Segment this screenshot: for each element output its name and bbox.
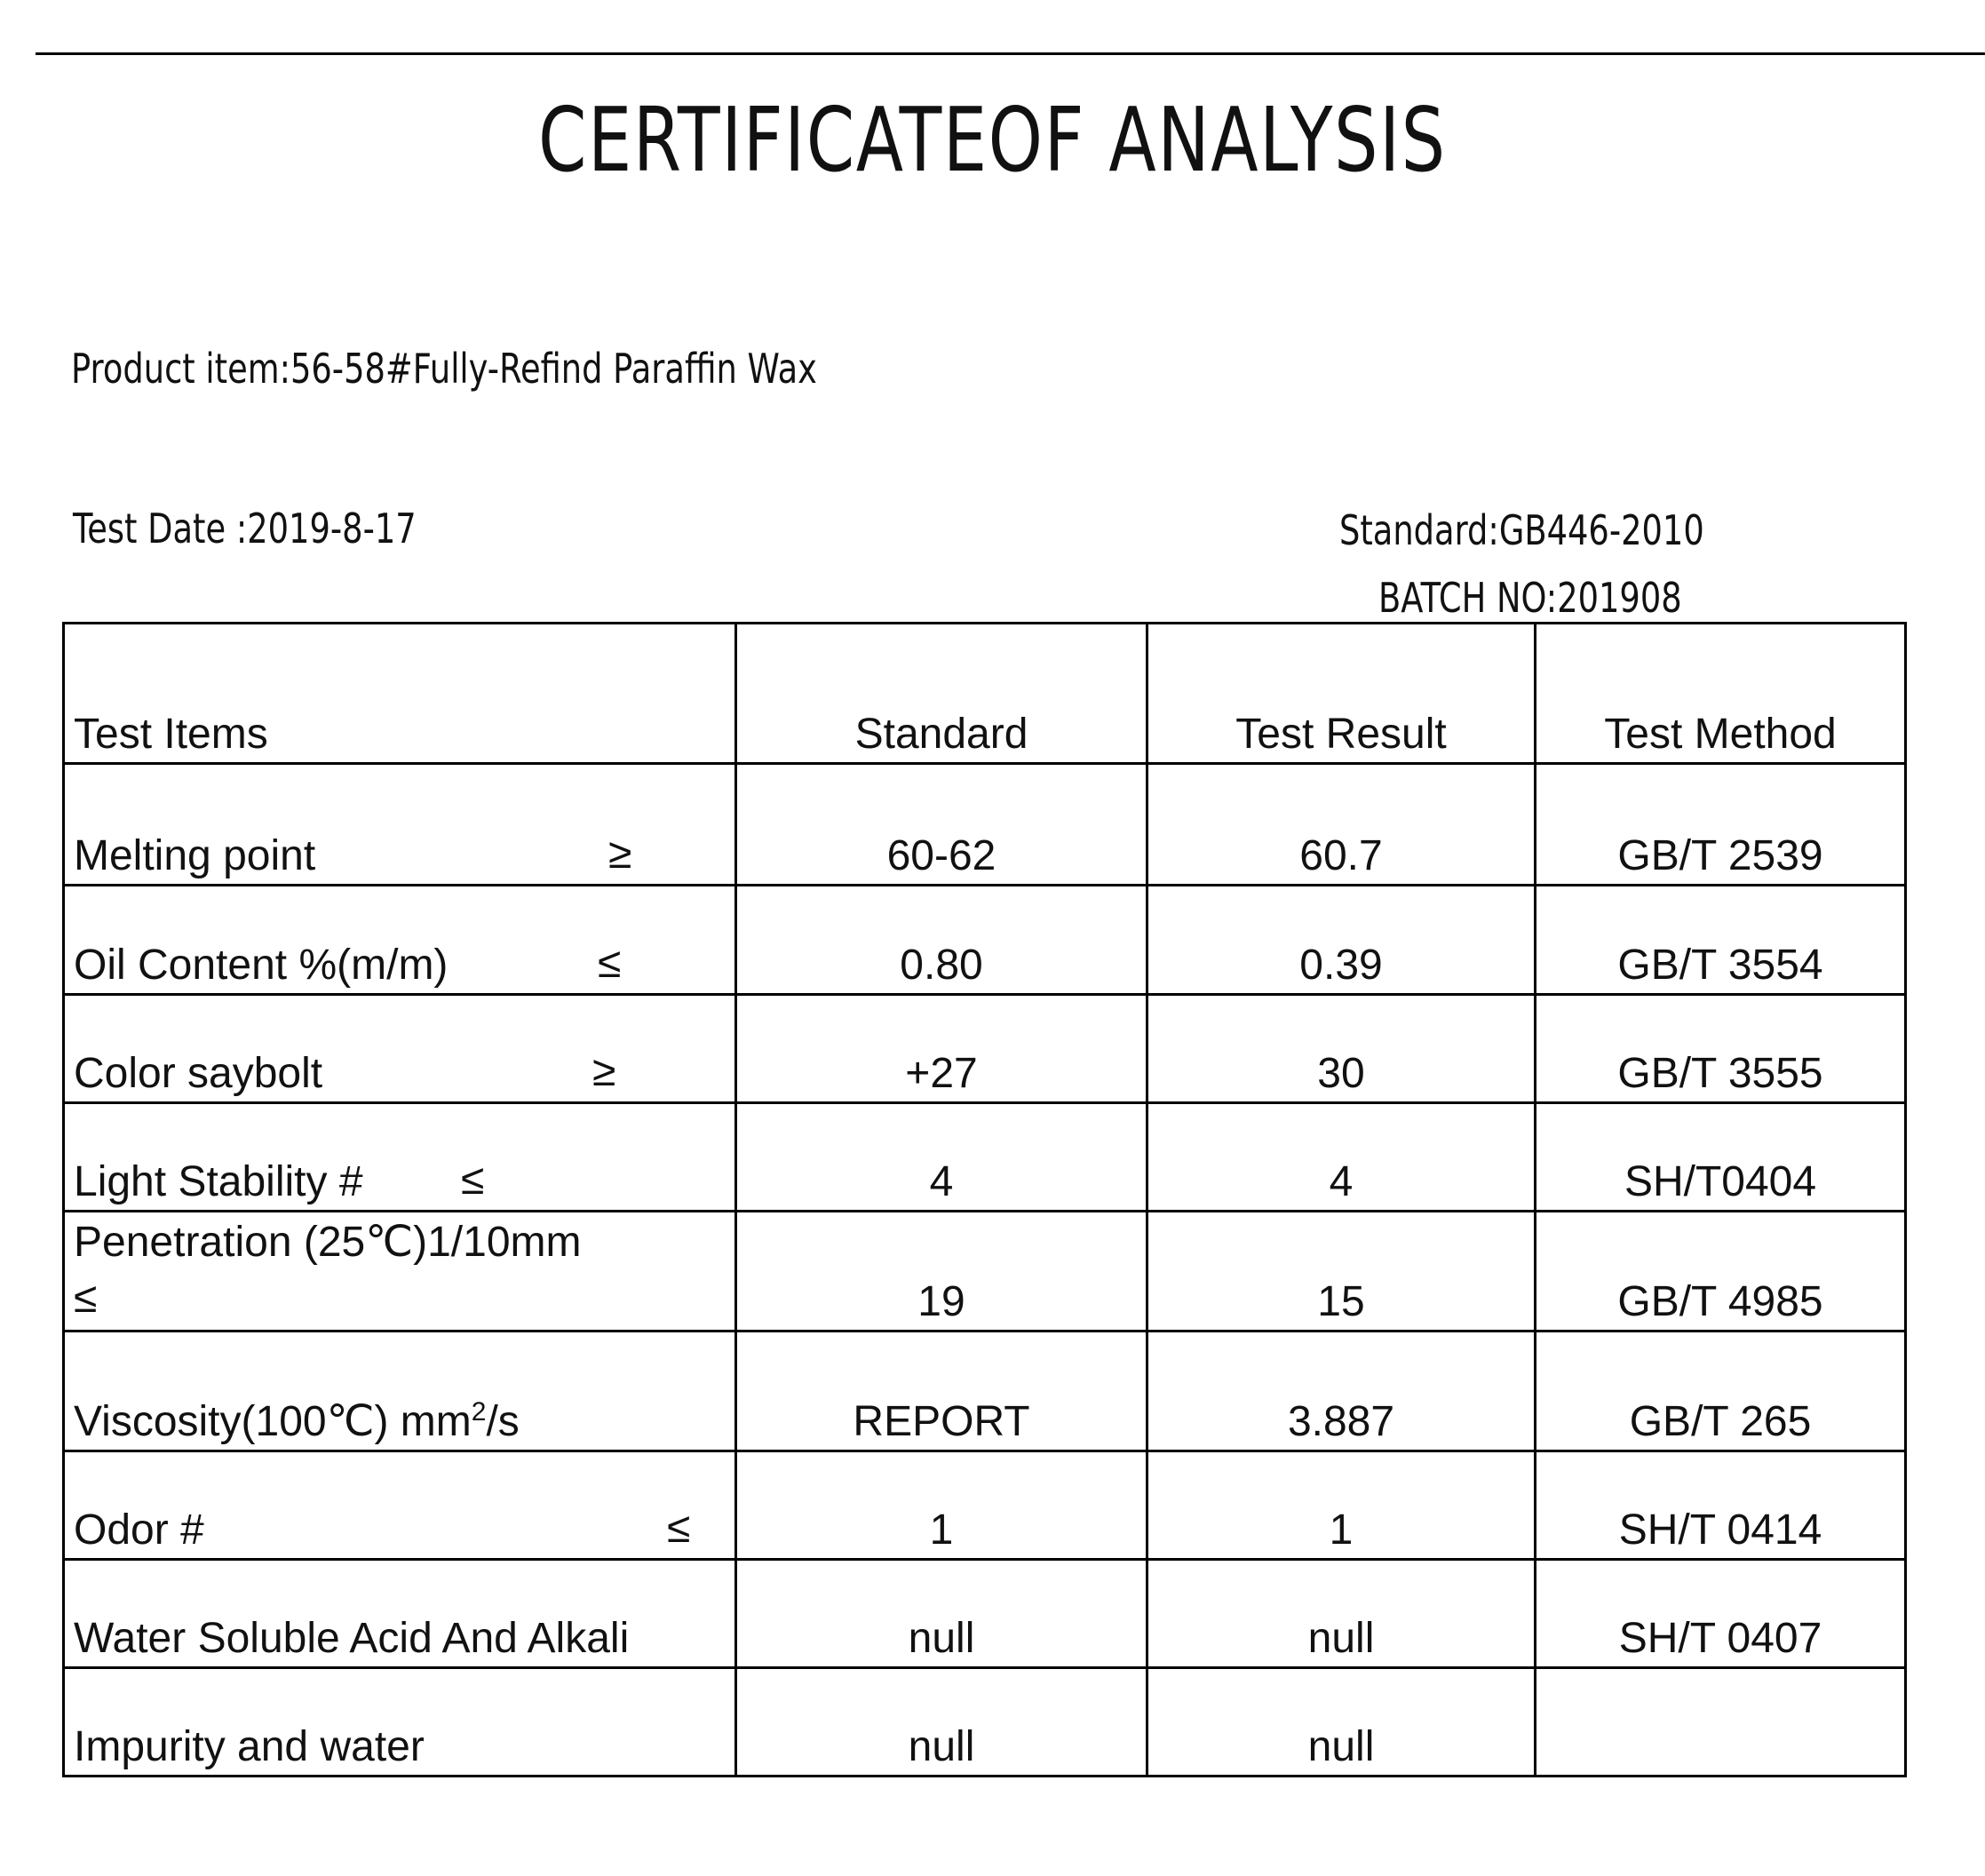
comparison-symbol: ≤ (461, 1157, 485, 1204)
row-standard: 4 (736, 1103, 1147, 1212)
row-item (64, 764, 736, 886)
top-rule (36, 52, 1985, 55)
row-item (64, 1451, 736, 1560)
row-item (64, 1103, 736, 1212)
row-item (64, 1668, 736, 1777)
row-method: SH/T 0407 (1536, 1560, 1906, 1668)
table-header-row (64, 624, 1906, 764)
item-label: Oil Content %(m/m) (74, 942, 449, 989)
table-row (64, 1560, 1906, 1668)
comparison-symbol: ≤ (74, 1274, 98, 1322)
item-label: Melting point (74, 832, 316, 879)
item-superscript: 2 (471, 1397, 487, 1427)
item-label: Odor # (74, 1506, 204, 1554)
row-method: GB/T 4985 (1536, 1212, 1906, 1331)
row-item (64, 1560, 736, 1668)
table-row (64, 1212, 1906, 1331)
standard-reference: Standard:GB446-2010 (1339, 506, 1704, 554)
row-result: 1 (1147, 1451, 1536, 1560)
row-result: 4 (1147, 1103, 1536, 1212)
analysis-table (62, 622, 1907, 1777)
table-row (64, 1451, 1906, 1560)
header-test-result: Test Result (1147, 624, 1536, 764)
row-method: SH/T 0414 (1536, 1451, 1906, 1560)
row-method: GB/T 3555 (1536, 995, 1906, 1103)
row-method: GB/T 2539 (1536, 764, 1906, 886)
row-result: 15 (1147, 1212, 1536, 1331)
row-standard: null (736, 1668, 1147, 1777)
document-title: CERTIFICATEOF ANALYSIS (538, 88, 1447, 192)
row-standard: 1 (736, 1451, 1147, 1560)
product-item: Product item:56-58#Fully-Refind Paraffin Wax (71, 345, 817, 393)
row-item (64, 886, 736, 995)
row-method: GB/T 3554 (1536, 886, 1906, 995)
row-standard: +27 (736, 995, 1147, 1103)
row-result: null (1147, 1560, 1536, 1668)
row-standard: 0.80 (736, 886, 1147, 995)
row-item (64, 1212, 736, 1331)
item-label: Impurity and water (74, 1723, 425, 1770)
row-result: 3.887 (1147, 1331, 1536, 1451)
row-result: 0.39 (1147, 886, 1536, 995)
row-standard: 19 (736, 1212, 1147, 1331)
table-row (64, 995, 1906, 1103)
header-test-method: Test Method (1536, 624, 1906, 764)
row-result: 30 (1147, 995, 1536, 1103)
row-result: null (1147, 1668, 1536, 1777)
row-item (64, 1331, 736, 1451)
comparison-symbol: ≥ (592, 1048, 616, 1095)
row-result: 60.7 (1147, 764, 1536, 886)
item-label: Color saybolt (74, 1050, 323, 1097)
table-row (64, 886, 1906, 995)
row-method: SH/T0404 (1536, 1103, 1906, 1212)
item-label: Penetration (25℃)1/10mm (74, 1219, 582, 1267)
batch-number: BATCH NO:201908 (1378, 574, 1682, 622)
row-standard: 60-62 (736, 764, 1147, 886)
comparison-symbol: ≤ (667, 1505, 691, 1552)
comparison-symbol: ≤ (598, 940, 622, 987)
item-label: Viscosity(100℃) mm (74, 1398, 472, 1445)
table-row (64, 1668, 1906, 1777)
item-label: Light Stability # (74, 1158, 363, 1205)
row-item (64, 995, 736, 1103)
header-standard: Standard (736, 624, 1147, 764)
item-label: Water Soluble Acid And Alkali (74, 1615, 630, 1662)
comparison-symbol: ≥ (608, 831, 632, 878)
header-test-items: Test Items (64, 624, 736, 764)
row-method (1536, 1668, 1906, 1777)
row-method: GB/T 265 (1536, 1331, 1906, 1451)
item-unit-suffix: /s (486, 1398, 520, 1445)
table-row (64, 764, 1906, 886)
test-date: Test Date :2019-8-17 (73, 505, 417, 552)
row-standard: null (736, 1560, 1147, 1668)
row-standard: REPORT (736, 1331, 1147, 1451)
table-row (64, 1331, 1906, 1451)
table-row (64, 1103, 1906, 1212)
